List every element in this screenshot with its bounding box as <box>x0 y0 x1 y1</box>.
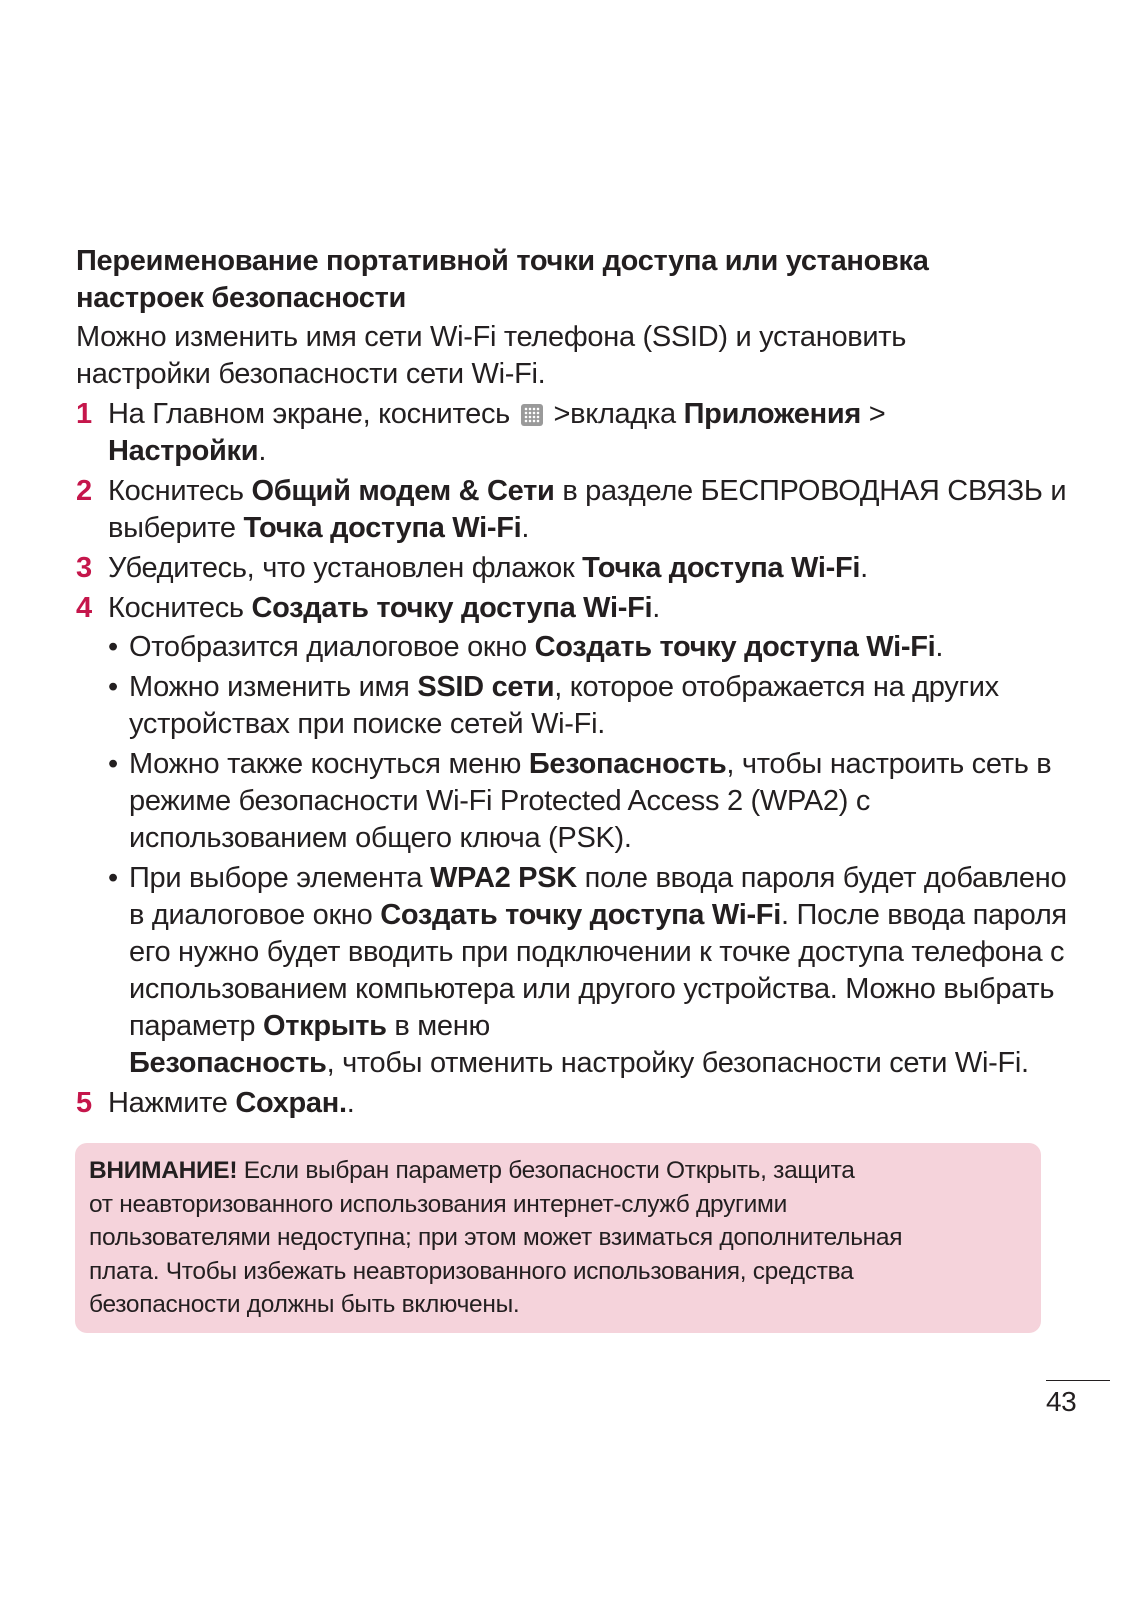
step-keyword: Сохран. <box>235 1087 347 1119</box>
step-text: >вкладка <box>553 398 676 430</box>
step-number: 5 <box>76 1087 92 1119</box>
caution-text: Если выбран параметр безопасности Открыть, защита <box>243 1157 855 1184</box>
step-1 <box>76 396 1076 470</box>
bullet-text: , чтобы настроить сеть в режиме безопасности Wi-Fi Protected Access 2 (WPA2) с использованием общего ключа (PSK). <box>129 748 1052 854</box>
step-3 <box>76 550 1076 587</box>
step-2 <box>76 473 1076 547</box>
bullet-text: Можно также коснуться меню <box>129 748 522 780</box>
step-keyword: Настройки <box>108 435 259 467</box>
bullet-item <box>108 629 1076 666</box>
caution-text: безопасности должны быть включены. <box>89 1291 520 1318</box>
step-number: 3 <box>76 552 92 584</box>
bullet-dot: • <box>108 671 118 703</box>
bullet-text: поле ввода пароля будет добавлено в диалоговое окно <box>129 862 1067 931</box>
caution-label: ВНИМАНИЕ! <box>89 1157 238 1184</box>
step-text: Коснитесь <box>108 475 244 507</box>
step-text: Нажмите <box>108 1087 228 1119</box>
bullet-text: , которое отображается на других устройствах при поиске сетей Wi-Fi. <box>129 671 999 740</box>
step-text: Коснитесь <box>108 592 244 624</box>
bullet-item <box>108 669 1076 743</box>
step-text: > <box>868 398 886 430</box>
document-body <box>76 243 1076 1125</box>
bullet-keyword: WPA2 PSK <box>429 862 577 894</box>
step-number: 4 <box>76 592 92 624</box>
heading-line-1: Переименование портативной точки доступа или установка <box>76 245 929 277</box>
intro-line-1: Можно изменить имя сети Wi-Fi телефона (SSID) и установить <box>76 321 907 353</box>
step-number: 1 <box>76 398 92 430</box>
step-4-bullets <box>108 629 1076 1082</box>
bullet-dot: • <box>108 748 118 780</box>
step-number: 2 <box>76 475 92 507</box>
step-5 <box>76 1085 1076 1122</box>
steps-list <box>76 396 1076 1122</box>
step-text: . <box>258 435 267 467</box>
bullet-keyword: Открыть <box>262 1010 387 1042</box>
step-keyword: Точка доступа Wi-Fi <box>243 512 522 544</box>
bullet-keyword: Создать точку доступа Wi-Fi <box>380 899 781 931</box>
bullet-dot: • <box>108 631 118 663</box>
bullet-dot: • <box>108 862 118 894</box>
apps-grid-icon <box>521 404 543 426</box>
bullet-keyword: Создать точку доступа Wi-Fi <box>534 631 936 663</box>
caution-box <box>75 1143 1041 1333</box>
step-text: На Главном экране, коснитесь <box>108 398 510 430</box>
page-number: 43 <box>1046 1386 1077 1417</box>
intro-line-2: настройки безопасности сети Wi-Fi. <box>76 358 546 390</box>
bullet-text: При выборе элемента <box>129 862 423 894</box>
bullet-text: . <box>935 631 944 663</box>
step-keyword: Общий модем & Сети <box>251 475 555 507</box>
step-keyword: Создать точку доступа Wi-Fi <box>251 592 653 624</box>
step-text: в разделе БЕСПРОВОДНАЯ СВЯЗЬ и выберите <box>108 475 1067 544</box>
step-keyword: Приложения <box>683 398 861 430</box>
bullet-item <box>108 746 1076 857</box>
heading-line-2: настроек безопасности <box>76 282 407 314</box>
bullet-text: . После ввода пароля его нужно будет вводить при подключении к точке доступа телефона с использованием компьютера или другого устройства. Можно выбрать параметр <box>129 899 1067 1042</box>
caution-text: пользователями недоступна; при этом может взиматься дополнительная <box>89 1224 903 1251</box>
bullet-keyword: Безопасность <box>528 748 727 780</box>
step-text: . <box>346 1087 355 1119</box>
bullet-item <box>108 860 1076 1082</box>
step-text: . <box>860 552 868 584</box>
caution-text: от неавторизованного использования интернет-служб другими <box>89 1190 787 1218</box>
caution-text: плата. Чтобы избежать неавторизованного использования, средства <box>89 1257 854 1285</box>
step-keyword: Точка доступа Wi-Fi <box>582 552 861 584</box>
section-heading <box>76 243 1076 317</box>
bullet-text: , чтобы отменить настройку безопасности сети Wi-Fi. <box>326 1047 1029 1079</box>
step-text: . <box>521 512 530 544</box>
intro-paragraph <box>76 319 1076 393</box>
step-text: Убедитесь, что установлен флажок <box>108 552 575 584</box>
bullet-keyword: SSID сети <box>417 671 555 703</box>
step-text: . <box>652 592 661 624</box>
bullet-keyword: Безопасность <box>129 1047 327 1079</box>
bullet-text: Можно изменить имя <box>129 671 410 703</box>
bullet-text: в меню <box>394 1010 490 1042</box>
bullet-text: Отобразится диалоговое окно <box>129 631 527 663</box>
page-number-rule <box>1046 1380 1110 1381</box>
step-4 <box>76 590 1076 1082</box>
